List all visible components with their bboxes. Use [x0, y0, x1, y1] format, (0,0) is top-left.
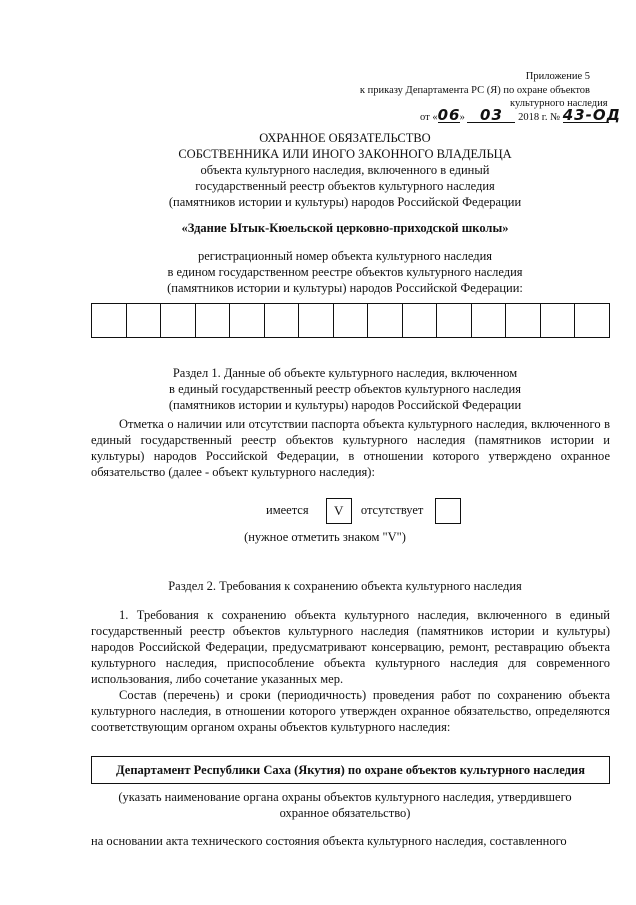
title-line-4: государственный реестр объектов культурного наследия: [195, 179, 495, 193]
appendix-order: к приказу Департамента РС (Я) по охране объектов: [359, 85, 590, 96]
registry-line-3: (памятников истории и культуры) народов Российской Федерации:: [167, 281, 523, 295]
registry-digit-cell[interactable]: [437, 304, 472, 337]
registry-digit-cell[interactable]: [506, 304, 541, 337]
date-day: 06: [437, 106, 461, 124]
passport-options: [266, 498, 461, 524]
absent-checkbox[interactable]: [435, 498, 461, 524]
registry-digit-cell[interactable]: [575, 304, 609, 337]
order-number: 43-ОД: [562, 106, 621, 124]
appendix-order-cont: культурного наследия: [510, 98, 608, 109]
registry-digit-cell[interactable]: [403, 304, 438, 337]
section2-para-2: Состав (перечень) и сроки (периодичность) проведения работ по сохранению объекта культурного наследия, в отношении которого утвержден охранное обязательство, определяются соответствующим органом охраны объектов культурного наследия:: [91, 688, 610, 734]
registry-line-2: в едином государственном реестре объектов культурного наследия: [167, 265, 523, 279]
passport-paragraph: Отметка о наличии или отсутствии паспорта объекта культурного наследия, включенного в единый государственный реестр объектов культурного наследия (памятников истории и культуры) народов Российской Федерации, в отношении которого утверждено охранное обязательство (далее - объект культурного наследия):: [91, 417, 610, 479]
registry-digit-cell[interactable]: [196, 304, 231, 337]
absent-label: отсутствует: [360, 502, 424, 517]
appendix-label: Приложение 5: [525, 71, 590, 82]
present-checkbox[interactable]: V: [326, 498, 352, 524]
doc-title: [60, 130, 630, 210]
section1-heading: [60, 365, 630, 413]
registry-caption: [60, 248, 630, 296]
registry-digit-cell[interactable]: [472, 304, 507, 337]
section2-last-line: на основании акта технического состояния объекта культурного наследия, составленного: [91, 834, 567, 848]
registry-digit-cell[interactable]: [127, 304, 162, 337]
registry-digit-cell[interactable]: [265, 304, 300, 337]
title-line-5: (памятников истории и культуры) народов Российской Федерации: [168, 195, 522, 209]
registry-digit-cell[interactable]: [92, 304, 127, 337]
section2-para-1: 1. Требования к сохранению объекта культурного наследия, включенного в единый государственный реестр объектов культурного наследия (памятников истории и культуры) народов Российской Федерации, предусматривают консервацию, ремонт, реставрацию объекта культурного наследия, приспособление объекта культурного наследия для современного использования, либо сочетание указанных мер.: [91, 608, 610, 686]
department-note-1: (указать наименование органа охраны объектов культурного наследия, утвердившего: [118, 790, 572, 804]
title-line-1: ОХРАННОЕ ОБЯЗАТЕЛЬСТВО: [259, 131, 431, 145]
present-label: имеется: [266, 502, 309, 517]
title-line-2: СОБСТВЕННИКА ИЛИ ИНОГО ЗАКОННОГО ВЛАДЕЛЬЦА: [178, 147, 512, 161]
date-prefix: от «: [420, 112, 438, 123]
registry-number-box: [91, 303, 610, 338]
registry-digit-cell[interactable]: [230, 304, 265, 337]
order-date-line: [420, 106, 621, 125]
date-year: 2018 г. №: [518, 112, 561, 123]
object-name: «Здание Ытык-Кюельской церковно-приходской школы»: [181, 221, 509, 235]
registry-digit-cell[interactable]: [334, 304, 369, 337]
registry-digit-cell[interactable]: [161, 304, 196, 337]
section1-line-2: в единый государственный реестр объектов культурного наследия: [169, 382, 521, 396]
section1-line-1: Раздел 1. Данные об объекте культурного наследия, включенном: [172, 366, 518, 380]
date-mid: »: [459, 112, 465, 123]
mark-note: (нужное отметить знаком "V"): [244, 530, 406, 544]
section1-line-3: (памятников истории и культуры) народов Российской Федерации: [168, 398, 522, 412]
department-note: [60, 789, 630, 821]
date-month: 03: [467, 108, 515, 123]
registry-digit-cell[interactable]: [368, 304, 403, 337]
department-note-2: охранное обязательство): [279, 806, 411, 820]
registry-digit-cell[interactable]: [541, 304, 576, 337]
registry-digit-cell[interactable]: [299, 304, 334, 337]
section2-heading: Раздел 2. Требования к сохранению объекта культурного наследия: [168, 579, 522, 593]
registry-line-1: регистрационный номер объекта культурного наследия: [197, 249, 493, 263]
title-line-3: объекта культурного наследия, включенного в единый: [200, 163, 490, 177]
department-box: Департамент Республики Саха (Якутия) по охране объектов культурного наследия: [91, 756, 610, 784]
